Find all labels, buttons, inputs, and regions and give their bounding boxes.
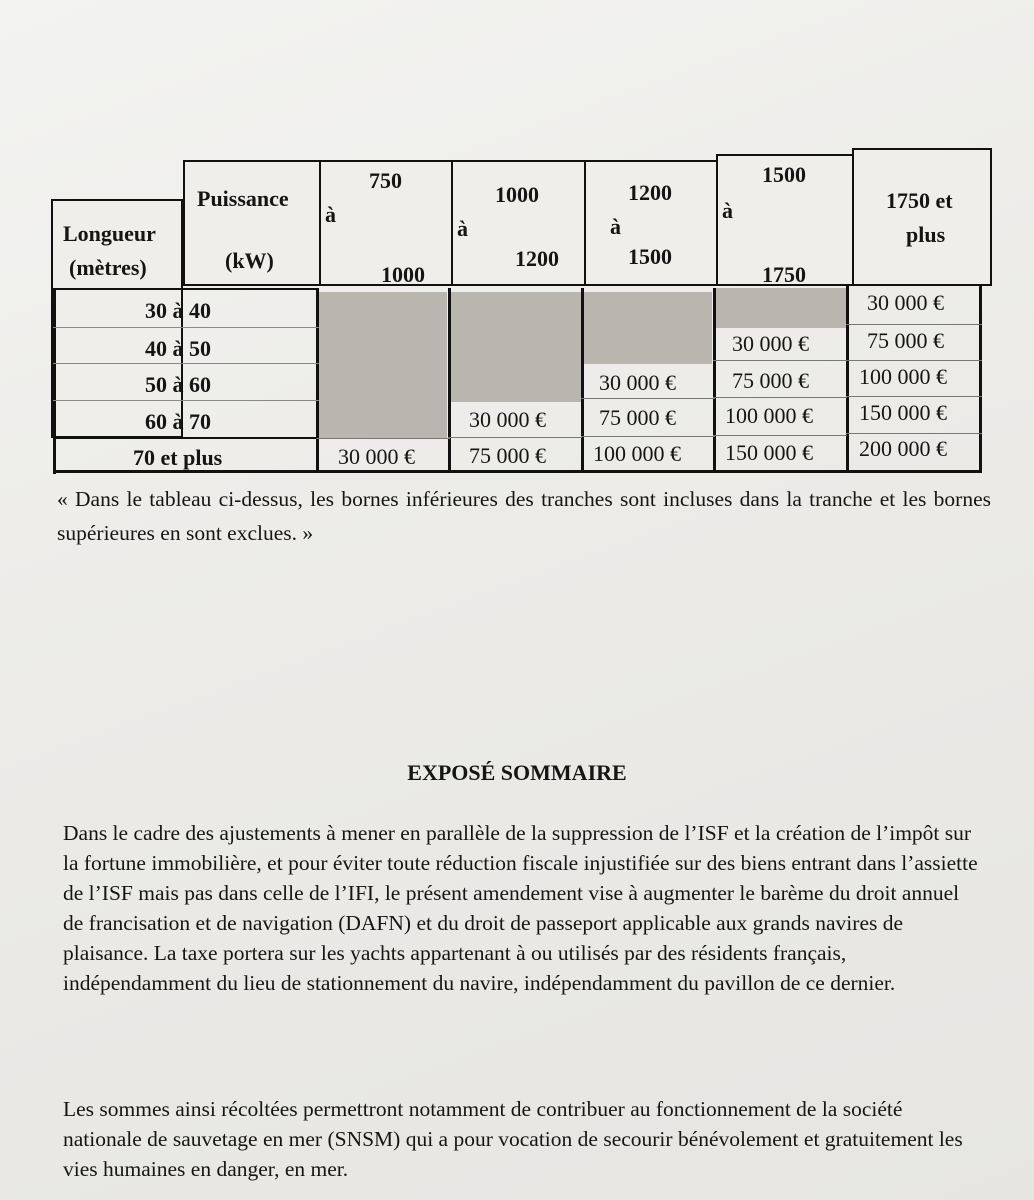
col1-mid: à (325, 202, 336, 227)
shade-col3 (584, 292, 712, 364)
col3-bottom: 1500 (628, 244, 672, 269)
val-sep-5d (846, 433, 982, 434)
col4-mid: à (722, 198, 733, 223)
val-sep-4c (713, 435, 847, 436)
row-label-3: 50 à 60 (145, 372, 211, 397)
row-sep-3 (53, 400, 319, 401)
cell-r4-c2: 30 000 € (469, 407, 546, 432)
val-sep-4a (713, 360, 847, 361)
cell-r2-c4: 30 000 € (732, 331, 809, 356)
summary-paragraph-2: Les sommes ainsi récoltées permettront notamment de contribuer au fonctionnement de la société nationale de sauvetage en mer (SNSM) qui a pour vocation de secourir bénévolement et gratuitement les vies humaines en danger, en mer. (63, 1097, 963, 1181)
cell-r3-c3: 30 000 € (599, 370, 676, 395)
row-label-4: 60 à 70 (145, 409, 211, 434)
header-power-cell (183, 160, 321, 286)
body-line-left (53, 288, 56, 474)
row-label-5: 70 et plus (133, 445, 223, 470)
body-vline-3 (581, 288, 584, 472)
col4-bottom: 1750 (762, 262, 806, 287)
col5-line1: 1750 et (886, 188, 953, 213)
table-note: « Dans le tableau ci-dessus, les bornes inférieures des tranches sont incluses dans la tranche et les bornes supérieures en sont exclues. » (57, 487, 991, 545)
col3-mid: à (610, 214, 621, 239)
summary-paragraph-1: Dans le cadre des ajustements à mener en parallèle de la suppression de l’ISF et la création de l’impôt sur la fortune immobilière, et pour éviter toute réduction fiscale injustifiée sur des biens entrant dans l’assiette de l’ISF mais pas dans celle de l’IFI, le présent amendement vise à augmenter le barème du droit annuel de francisation et de navigation (DAFN) et du droit de passeport applicable aux grands navires de plaisance. La taxe portera sur les yachts appartenant à ou utilisés par des résidents français, indépendamment du lieu de stationnement du navire, indépendamment du pavillon de ce dernier. (63, 821, 978, 995)
summary-title: EXPOSÉ SOMMAIRE (407, 760, 627, 785)
body-vline-4 (713, 288, 716, 472)
val-sep-3a (581, 398, 715, 399)
body-vline-5 (846, 286, 849, 472)
shade-col4 (716, 288, 846, 328)
header-length-label-line1: Longueur (63, 221, 156, 246)
shade-col2 (451, 292, 581, 402)
cell-r1-c5: 30 000 € (867, 290, 944, 315)
col2-bottom: 1200 (515, 246, 559, 271)
row-sep-1 (53, 327, 319, 328)
shade-col1 (319, 292, 447, 438)
val-sep-5b (846, 360, 982, 361)
row-sep-4 (53, 437, 319, 439)
cell-r4-c3: 75 000 € (599, 405, 676, 430)
header-col-1200-1500 (584, 160, 718, 286)
cell-r5-c2: 75 000 € (469, 443, 546, 468)
row-label-1: 30 à 40 (145, 298, 211, 323)
col2-top: 1000 (495, 182, 539, 207)
col4-top: 1500 (762, 162, 806, 187)
header-col-1750-plus (852, 148, 992, 286)
val-sep-5a (846, 324, 982, 325)
body-line-top (53, 288, 319, 290)
header-col-750-1000 (319, 160, 453, 286)
header-length-label-line2: (mètres) (69, 255, 147, 280)
body-vline-2 (448, 288, 451, 472)
row-label-2: 40 à 50 (145, 336, 211, 361)
val-sep-5c (846, 396, 982, 397)
body-line-right (979, 286, 982, 472)
cell-r5-c5: 200 000 € (859, 436, 947, 461)
row-sep-2 (53, 363, 319, 364)
header-power-label-line2: (kW) (225, 248, 274, 273)
cell-r5-c4: 150 000 € (725, 440, 813, 465)
header-power-label-line1: Puissance (197, 186, 289, 211)
cell-r5-c1: 30 000 € (338, 444, 415, 469)
col5-line2: plus (906, 222, 946, 247)
col2-mid: à (457, 216, 468, 241)
col3-top: 1200 (628, 180, 672, 205)
val-sep-1a (316, 438, 450, 439)
val-sep-4b (713, 397, 847, 398)
cell-r5-c3: 100 000 € (593, 441, 681, 466)
tax-table (51, 148, 992, 474)
cell-r2-c5: 75 000 € (867, 328, 944, 353)
body-vline-1 (316, 288, 319, 472)
val-sep-3b (581, 436, 715, 437)
col1-bottom: 1000 (381, 262, 425, 287)
cell-r4-c5: 150 000 € (859, 400, 947, 425)
cell-r3-c4: 75 000 € (732, 368, 809, 393)
cell-r4-c4: 100 000 € (725, 403, 813, 428)
val-sep-2a (448, 437, 582, 438)
cell-r3-c5: 100 000 € (859, 364, 947, 389)
header-col-1500-1750 (716, 154, 854, 286)
header-col-1000-1200 (451, 160, 586, 286)
col1-top: 750 (369, 168, 402, 193)
